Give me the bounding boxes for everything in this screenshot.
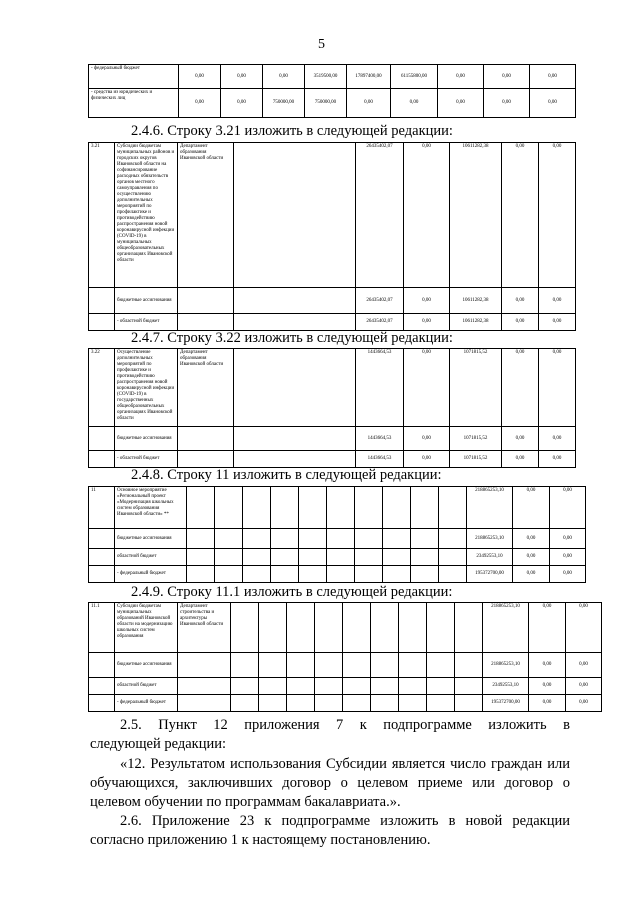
paragraph-2-5-quote: «12. Результатом использования Субсидии является число граждан или обучающихся, заключивших договор о целевом приеме или договор о целевом обучении по программам бакалавриата.». bbox=[90, 756, 570, 810]
cell-value: 10611282,38 bbox=[450, 288, 502, 314]
cell-value: 0,00 bbox=[530, 89, 576, 118]
cell-value: 0,00 bbox=[513, 566, 550, 583]
heading-2-4-8: 2.4.8. Строку 11 изложить в следующей редакции: bbox=[131, 467, 442, 483]
word: к bbox=[359, 717, 367, 733]
empty-cell bbox=[234, 143, 356, 288]
empty-cell bbox=[178, 427, 234, 451]
row-label: - федеральный бюджет bbox=[115, 566, 187, 583]
cell-value: 0,00 bbox=[502, 314, 539, 331]
table-row bbox=[89, 487, 586, 529]
cell-value: 1443664,53 bbox=[356, 427, 404, 451]
cell-value: 3519500,00 bbox=[305, 65, 347, 89]
cell-value: 26435402,07 bbox=[356, 288, 404, 314]
cell-value: 750000,00 bbox=[263, 89, 305, 118]
cell-value: 0,00 bbox=[529, 695, 566, 712]
empty-cell bbox=[234, 427, 356, 451]
cell-value: 0,00 bbox=[513, 487, 550, 529]
table-row bbox=[89, 695, 602, 712]
cell-value: 0,00 bbox=[566, 653, 602, 678]
cell-value: 218865253,10 bbox=[483, 603, 529, 653]
row-label: - федеральный бюджет bbox=[115, 695, 178, 712]
cell-value: 195372700,00 bbox=[467, 566, 513, 583]
row-label: областной бюджет bbox=[115, 678, 178, 695]
cell-value: 10611282,38 bbox=[450, 143, 502, 288]
cell-value: 17897400,00 bbox=[347, 65, 391, 89]
cell-value: 0,00 bbox=[566, 678, 602, 695]
heading-2-4-9: 2.4.9. Строку 11.1 изложить в следующей редакции: bbox=[131, 584, 453, 600]
table-continuation bbox=[88, 64, 576, 118]
table-row-3-21 bbox=[88, 142, 576, 331]
cell-value: 1443664,53 bbox=[356, 349, 404, 427]
row-number: 3.22 bbox=[89, 349, 115, 427]
cell-value: 1443664,53 bbox=[356, 451, 404, 468]
cell-value: 0,00 bbox=[550, 487, 586, 529]
table-row bbox=[89, 529, 586, 549]
row-label: бюджетные ассигнования bbox=[115, 288, 178, 314]
cell-value: 0,00 bbox=[179, 89, 221, 118]
table-row-11 bbox=[88, 486, 586, 583]
row-label: бюджетные ассигнования bbox=[115, 529, 187, 549]
cell-value: 26435402,07 bbox=[356, 143, 404, 288]
cell-value: 218865253,10 bbox=[483, 653, 529, 678]
cell-value: 0,00 bbox=[550, 549, 586, 566]
row-name: Субсидии бюджетам муниципальных районов и городских округов Ивановской области на софинансирование расходных обязательств органов местного самоуправления по осуществлению дополнительных мероприятий по профилактике и противодействию распространения новой коронавирусной инфекции (COVID-19) в муниципальных общеобразовательных организациях Ивановской области bbox=[115, 143, 178, 288]
cell-value: 1071815,52 bbox=[450, 427, 502, 451]
table-row bbox=[89, 566, 586, 583]
row-label: бюджетные ассигнования bbox=[115, 427, 178, 451]
cell-value: 0,00 bbox=[502, 349, 539, 427]
word: изложить bbox=[488, 717, 547, 733]
cell-value: 0,00 bbox=[438, 65, 484, 89]
cell-value: 218865253,10 bbox=[467, 487, 513, 529]
paragraph-2-6: 2.6. Приложение 23 к подпрограмме изложить в новой редакции согласно приложению 1 к настоящему постановлению. bbox=[90, 813, 570, 848]
cell-value: 0,00 bbox=[502, 451, 539, 468]
page-number: 5 bbox=[318, 37, 325, 52]
row-executor: Департамент строительства и архитектуры Ивановской области bbox=[178, 603, 231, 653]
cell-value: 0,00 bbox=[404, 451, 450, 468]
cell-value: 218865253,10 bbox=[467, 529, 513, 549]
paragraph-2-5-line1 bbox=[90, 716, 570, 735]
cell-value: 0,00 bbox=[530, 65, 576, 89]
cell-value: 0,00 bbox=[484, 65, 530, 89]
cell-value: 0,00 bbox=[550, 566, 586, 583]
table-row bbox=[89, 65, 576, 89]
empty-cell bbox=[89, 451, 115, 468]
cell-value: 0,00 bbox=[484, 89, 530, 118]
cell-value: 0,00 bbox=[221, 65, 263, 89]
row-executor: Департамент образования Ивановской области bbox=[178, 143, 234, 288]
heading-2-4-7: 2.4.7. Строку 3.22 изложить в следующей редакции: bbox=[131, 330, 453, 346]
table-row bbox=[89, 427, 576, 451]
cell-value: 10611282,38 bbox=[450, 314, 502, 331]
word: в bbox=[563, 717, 570, 733]
row-label: - областной бюджет bbox=[115, 314, 178, 331]
cell-value: 23492553,10 bbox=[483, 678, 529, 695]
row-executor: Департамент образования Ивановской области bbox=[178, 349, 234, 427]
empty-cell bbox=[234, 314, 356, 331]
cell-value: 0,00 bbox=[404, 288, 450, 314]
word: подпрограмме bbox=[383, 717, 472, 733]
cell-value: 0,00 bbox=[539, 349, 576, 427]
row-number: 11.1 bbox=[89, 603, 115, 653]
heading-2-4-6: 2.4.6. Строку 3.21 изложить в следующей редакции: bbox=[131, 123, 453, 139]
table-row bbox=[89, 653, 602, 678]
cell-value: 0,00 bbox=[513, 529, 550, 549]
word: Пункт bbox=[158, 717, 197, 733]
cell-value: 26435402,07 bbox=[356, 314, 404, 331]
paragraph-2-5-line2: следующей редакции: bbox=[90, 736, 227, 752]
cell-value: 0,00 bbox=[502, 427, 539, 451]
row-name: Осуществление дополнительных мероприятий по профилактике и противодействию распространения новой коронавирусной инфекции (COVID-19) в государственных общеобразовательных организациях Ивановской области bbox=[115, 349, 178, 427]
cell-value: 23492553,10 bbox=[467, 549, 513, 566]
table-row bbox=[89, 143, 576, 288]
cell-value: 0,00 bbox=[539, 143, 576, 288]
cell-value: 0,00 bbox=[221, 89, 263, 118]
table-row bbox=[89, 288, 576, 314]
word: 12 bbox=[213, 717, 228, 733]
cell-value: 0,00 bbox=[502, 143, 539, 288]
cell-value: 195372700,00 bbox=[483, 695, 529, 712]
cell-value: 0,00 bbox=[502, 288, 539, 314]
empty-cell bbox=[234, 288, 356, 314]
cell-value: 0,00 bbox=[539, 451, 576, 468]
table-row bbox=[89, 451, 576, 468]
empty-cell bbox=[178, 288, 234, 314]
word: 2.5. bbox=[120, 717, 142, 733]
empty-cell bbox=[89, 288, 115, 314]
row-name: Основное мероприятие «Региональный проект «Модернизация школьных систем образования Ивановской области» ** bbox=[115, 487, 187, 529]
row-number: 11 bbox=[89, 487, 115, 529]
cell-value: 0,00 bbox=[404, 143, 450, 288]
table-row bbox=[89, 314, 576, 331]
cell-value: 0,00 bbox=[529, 653, 566, 678]
empty-cell bbox=[89, 427, 115, 451]
cell-value: 1071815,52 bbox=[450, 451, 502, 468]
cell-value: 750000,00 bbox=[305, 89, 347, 118]
cell-value: 0,00 bbox=[529, 678, 566, 695]
table-row bbox=[89, 603, 602, 653]
cell-value: 0,00 bbox=[391, 89, 438, 118]
cell-value: 1071815,52 bbox=[450, 349, 502, 427]
row-number: 3.21 bbox=[89, 143, 115, 288]
table-row bbox=[89, 549, 586, 566]
cell-value: 0,00 bbox=[529, 603, 566, 653]
cell-value: 61155800,00 bbox=[391, 65, 438, 89]
cell-value: 0,00 bbox=[404, 314, 450, 331]
table-row-11-1 bbox=[88, 602, 602, 712]
cell-value: 0,00 bbox=[347, 89, 391, 118]
table-row-3-22 bbox=[88, 348, 576, 468]
cell-value: 0,00 bbox=[263, 65, 305, 89]
row-label: - федеральный бюджет bbox=[89, 65, 179, 89]
row-label: - областной бюджет bbox=[115, 451, 178, 468]
cell-value: 0,00 bbox=[539, 314, 576, 331]
empty-cell bbox=[178, 314, 234, 331]
row-label: бюджетные ассигнования bbox=[115, 653, 178, 678]
cell-value: 0,00 bbox=[539, 427, 576, 451]
cell-value: 0,00 bbox=[539, 288, 576, 314]
table-row bbox=[89, 349, 576, 427]
table-row bbox=[89, 678, 602, 695]
empty-cell bbox=[89, 314, 115, 331]
paragraph-2-5 bbox=[90, 716, 570, 754]
cell-value: 0,00 bbox=[513, 549, 550, 566]
cell-value: 0,00 bbox=[566, 695, 602, 712]
cell-value: 0,00 bbox=[438, 89, 484, 118]
cell-value: 0,00 bbox=[566, 603, 602, 653]
empty-cell bbox=[234, 349, 356, 427]
row-name: Субсидии бюджетам муниципальных образований Ивановской области на модернизацию школьных систем образования bbox=[115, 603, 178, 653]
cell-value: 0,00 bbox=[404, 349, 450, 427]
word: приложения bbox=[244, 717, 320, 733]
row-label: - средства из юридических и физических лиц bbox=[89, 89, 179, 118]
empty-cell bbox=[178, 451, 234, 468]
cell-value: 0,00 bbox=[550, 529, 586, 549]
cell-value: 0,00 bbox=[179, 65, 221, 89]
row-label: областной бюджет bbox=[115, 549, 187, 566]
table-row bbox=[89, 89, 576, 118]
cell-value: 0,00 bbox=[404, 427, 450, 451]
empty-cell bbox=[234, 451, 356, 468]
word: 7 bbox=[336, 717, 344, 733]
